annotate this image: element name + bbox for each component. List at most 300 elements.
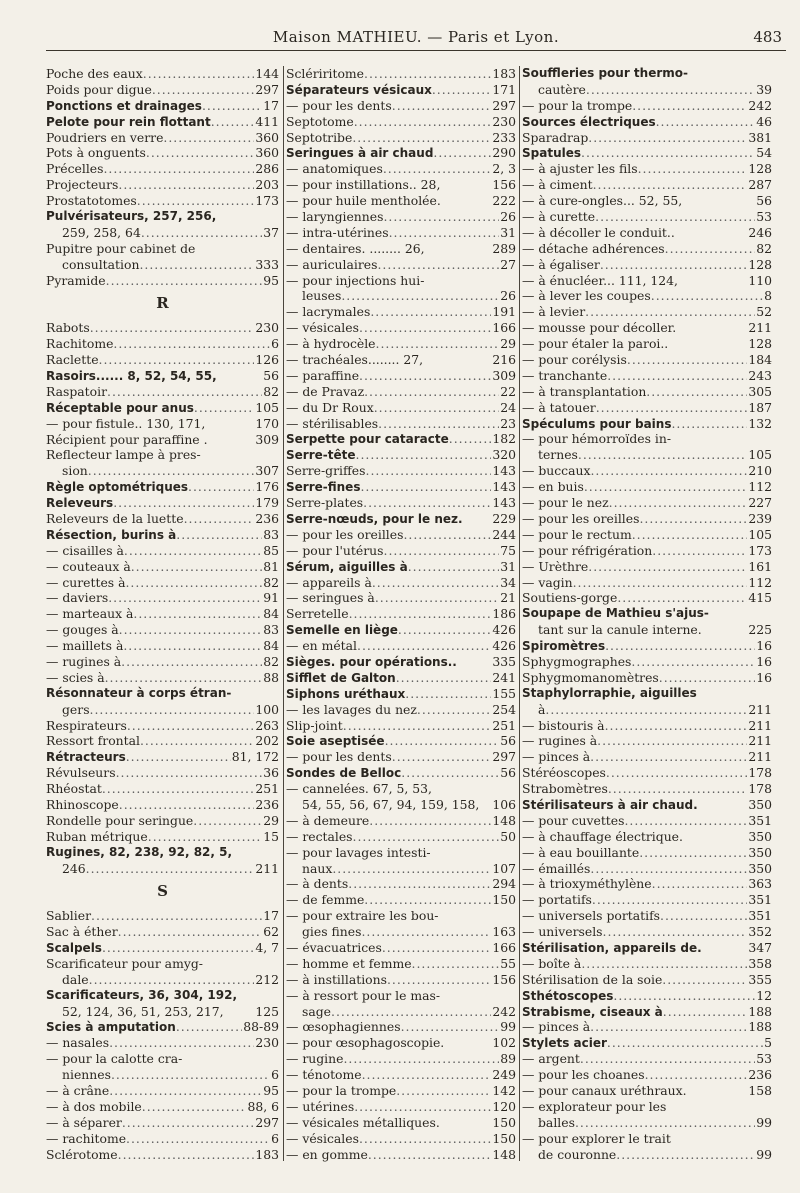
index-entry <box>522 463 772 479</box>
leader-dots <box>99 352 255 368</box>
entry-page-number: 415 <box>748 590 772 606</box>
index-entry <box>522 749 772 765</box>
leader-dots <box>616 1147 755 1163</box>
entry-page-number: 230 <box>255 320 279 336</box>
leader-dots <box>405 686 491 702</box>
entry-term: — Urèthre <box>522 558 589 574</box>
entry-term: — œsophagiennes <box>286 1019 401 1035</box>
entry-term: — intra-utérines <box>286 224 389 240</box>
leader-dots <box>113 495 254 511</box>
entry-page-number: 360 <box>255 145 279 161</box>
leader-dots <box>383 161 492 177</box>
index-entry <box>522 368 772 384</box>
entry-term: Respirateurs <box>46 717 127 733</box>
entry-term: — pour les dents <box>286 749 392 765</box>
entry-term: — à décoller le conduit.. <box>522 224 675 240</box>
index-entry <box>286 447 516 463</box>
leader-dots <box>126 749 231 765</box>
entry-term: Raspatoir <box>46 383 108 399</box>
entry-page-number: 6 <box>271 1130 279 1146</box>
entry-term: Stylets acier <box>522 1036 607 1051</box>
leader-dots <box>124 543 262 559</box>
leader-dots <box>412 956 500 972</box>
leader-dots <box>401 1019 500 1035</box>
index-entry <box>522 606 772 622</box>
entry-term: Siphons uréthaux <box>286 686 406 701</box>
leader-dots <box>392 749 492 765</box>
leader-dots <box>651 288 763 304</box>
entry-page-number: 307 <box>255 463 279 479</box>
index-entry <box>522 320 772 336</box>
entry-page-number: 83 <box>263 622 279 638</box>
index-entry <box>286 1131 516 1147</box>
entry-term: Serre-fines <box>286 480 361 495</box>
index-entry <box>46 400 279 416</box>
index-entry <box>46 1147 279 1163</box>
leader-dots <box>148 829 262 845</box>
leader-dots <box>375 590 499 606</box>
leader-dots <box>364 66 491 82</box>
leader-dots <box>359 368 491 384</box>
entry-term: — cannelées. 67, 5, 53, <box>286 781 432 797</box>
leader-dots <box>188 479 254 495</box>
entry-term: gers <box>62 701 90 717</box>
entry-term: — trachéales........ 27, <box>286 352 424 368</box>
entry-term: Semelle en liège <box>286 623 398 638</box>
entry-term: — à égaliser <box>522 256 600 272</box>
entry-page-number: 183 <box>255 1146 279 1162</box>
index-entry <box>46 1115 279 1131</box>
leader-dots <box>632 98 747 114</box>
entry-page-number: 99 <box>500 1019 516 1035</box>
entry-term: Raclette <box>46 352 99 368</box>
index-entry <box>286 733 516 749</box>
entry-page-number: 82 <box>263 653 279 669</box>
entry-page-number: 203 <box>255 177 279 193</box>
index-entry <box>522 829 772 845</box>
running-title: Maison MATHIEU. — Paris et Lyon. <box>272 28 560 46</box>
index-entry <box>522 956 772 972</box>
leader-dots <box>378 416 499 432</box>
index-entry <box>286 638 516 654</box>
index-entry <box>522 225 772 241</box>
entry-term: — pour les dents <box>286 97 392 113</box>
index-entry <box>522 876 772 892</box>
index-column-2 <box>286 66 516 1193</box>
entry-page-number: 178 <box>748 781 772 797</box>
leader-dots <box>146 145 254 161</box>
leader-dots <box>331 1004 491 1020</box>
entry-term: Sifflet de Galton <box>286 670 396 685</box>
entry-page-number: 287 <box>748 177 772 193</box>
leader-dots <box>349 606 492 622</box>
index-entry <box>522 352 772 368</box>
entry-page-number: 297 <box>492 97 516 113</box>
entry-term: — pour cuvettes <box>522 812 625 828</box>
entry-page-number: 187 <box>748 399 772 415</box>
entry-page-number: 182 <box>492 431 516 447</box>
entry-page-number: 82 <box>263 574 279 590</box>
index-entry <box>286 241 516 257</box>
index-entry <box>286 1115 516 1131</box>
leader-dots <box>202 98 262 114</box>
leader-dots <box>184 511 255 527</box>
leader-dots <box>660 908 747 924</box>
leader-dots <box>596 400 748 416</box>
leader-dots <box>585 304 755 320</box>
entry-page-number: 212 <box>255 971 279 987</box>
entry-page-number: 156 <box>492 971 516 987</box>
entry-term: — à instillations <box>286 971 387 987</box>
leader-dots <box>590 1019 747 1035</box>
index-entry <box>522 177 772 193</box>
entry-term: Serretelle <box>286 606 349 622</box>
entry-page-number: 84 <box>263 606 279 622</box>
leader-dots <box>638 161 748 177</box>
entry-term: — pour réfrigération <box>522 542 653 558</box>
leader-dots <box>119 797 255 813</box>
entry-page-number: 83 <box>263 526 279 542</box>
leader-dots <box>354 114 492 130</box>
leader-dots <box>364 892 491 908</box>
leader-dots <box>91 908 262 924</box>
leader-dots <box>652 876 748 892</box>
entry-term: Poids pour digue <box>46 81 152 97</box>
entry-page-number: 294 <box>492 876 516 892</box>
entry-term: Projecteurs <box>46 177 119 193</box>
entry-page-number: 53 <box>756 1051 772 1067</box>
entry-page-number: 95 <box>263 272 279 288</box>
entry-term: — à cure-ongles... 52, 55, <box>522 193 683 209</box>
entry-term: leuses <box>302 288 342 304</box>
entry-page-number: 358 <box>748 955 772 971</box>
index-entry <box>46 527 279 543</box>
entry-page-number: 251 <box>492 717 516 733</box>
index-entry <box>46 670 279 686</box>
entry-page-number: 227 <box>748 495 772 511</box>
index-entry <box>522 845 772 861</box>
entry-term: — vésicales <box>286 1130 359 1146</box>
entry-page-number: 88-89 <box>243 1019 279 1035</box>
entry-page-number: 352 <box>748 924 772 940</box>
entry-page-number: 309 <box>492 367 516 383</box>
leader-dots <box>140 733 254 749</box>
entry-term: niennes <box>62 1067 111 1083</box>
entry-term: Pupitre pour cabinet de <box>46 240 196 256</box>
index-entry <box>286 1019 516 1035</box>
entry-term: Sérum, aiguilles à <box>286 559 408 574</box>
index-entry <box>286 511 516 527</box>
entry-term: — vagin <box>522 574 573 590</box>
entry-page-number: 31 <box>500 224 516 240</box>
entry-term: — pour la trompe <box>522 97 633 113</box>
index-entry <box>286 336 516 352</box>
entry-page-number: 156 <box>492 177 516 193</box>
entry-term: — argent <box>522 1051 580 1067</box>
leader-dots <box>593 177 748 193</box>
entry-term: — pour extraire les bou- <box>286 908 439 924</box>
entry-page-number: 27 <box>500 256 516 272</box>
index-entry <box>46 209 279 225</box>
index-entry <box>46 924 279 940</box>
leader-dots <box>163 130 254 146</box>
entry-page-number: 24 <box>500 399 516 415</box>
entry-term: Scalpels <box>46 941 102 956</box>
index-entry <box>522 447 772 463</box>
entry-term: — gouges à <box>46 622 119 638</box>
entry-term: balles <box>538 1114 575 1130</box>
index-entry <box>46 718 279 734</box>
index-entry <box>286 606 516 622</box>
index-entry <box>522 988 772 1004</box>
entry-page-number: 17 <box>263 908 279 924</box>
leader-dots <box>627 352 747 368</box>
entry-term: 54, 55, 56, 67, 94, 159, 158, <box>302 796 480 812</box>
index-entry <box>286 1004 516 1020</box>
entry-page-number: 210 <box>748 463 772 479</box>
entry-page-number: 173 <box>748 542 772 558</box>
entry-page-number: 350 <box>748 828 772 844</box>
leader-dots <box>663 1004 748 1020</box>
leader-dots <box>348 876 491 892</box>
leader-dots <box>586 82 755 98</box>
leader-dots <box>417 702 491 718</box>
entry-term: Soutiens-gorge <box>522 590 618 606</box>
entry-term: — dentaires. ........ 26, <box>286 240 425 256</box>
leader-dots <box>600 257 747 273</box>
leader-dots <box>86 861 255 877</box>
leader-dots <box>90 702 255 718</box>
entry-page-number: 350 <box>748 796 772 812</box>
leader-dots <box>139 257 254 273</box>
entry-page-number: 161 <box>748 558 772 574</box>
leader-dots <box>581 956 747 972</box>
leader-dots <box>631 654 755 670</box>
entry-page-number: 5 <box>764 1035 772 1051</box>
index-entry <box>286 749 516 765</box>
index-entry <box>286 718 516 734</box>
leader-dots <box>176 1019 242 1035</box>
entry-page-number: 105 <box>748 447 772 463</box>
index-entry <box>46 1099 279 1115</box>
index-entry <box>46 908 279 924</box>
entry-term: — mousse pour décoller. <box>522 320 677 336</box>
leader-dots <box>119 622 263 638</box>
index-entry <box>286 1099 516 1115</box>
entry-term: Poudriers en verre <box>46 129 164 145</box>
leader-dots <box>90 320 255 336</box>
index-entry <box>522 66 772 82</box>
entry-page-number: 106 <box>492 796 516 812</box>
entry-term: — pour huile mentholée. <box>286 193 441 209</box>
entry-term: — vésicales <box>286 320 359 336</box>
index-column-1 <box>46 66 279 1193</box>
index-entry <box>522 1019 772 1035</box>
entry-term: — buccaux <box>522 463 591 479</box>
index-entry <box>522 924 772 940</box>
leader-dots <box>396 1083 491 1099</box>
page-header <box>46 26 786 51</box>
index-entry <box>46 320 279 336</box>
entry-term: — homme et femme <box>286 955 412 971</box>
leader-dots <box>624 813 747 829</box>
entry-page-number: 62 <box>263 924 279 940</box>
leader-dots <box>143 66 255 82</box>
entry-term: — pour hémorroïdes in- <box>522 431 672 447</box>
leader-dots <box>607 368 747 384</box>
index-entry <box>46 972 279 988</box>
leader-dots <box>137 193 255 209</box>
index-entry <box>46 1131 279 1147</box>
index-entry <box>286 479 516 495</box>
index-entry <box>286 209 516 225</box>
entry-term: — à ressort pour le mas- <box>286 987 441 1003</box>
index-entry <box>46 956 279 972</box>
entry-term: Releveurs de la luette <box>46 510 184 526</box>
entry-page-number: 186 <box>492 606 516 622</box>
entry-page-number: 39 <box>756 81 772 97</box>
entry-page-number: 243 <box>748 367 772 383</box>
index-entry <box>522 400 772 416</box>
index-entry <box>522 511 772 527</box>
index-entry <box>46 1083 279 1099</box>
leader-dots <box>194 400 254 416</box>
entry-term: — à tatouer <box>522 399 596 415</box>
index-entry <box>286 114 516 130</box>
entry-page-number: 426 <box>492 638 516 654</box>
index-entry <box>286 797 516 813</box>
entry-page-number: 216 <box>492 352 516 368</box>
index-entry <box>46 145 279 161</box>
index-entry <box>46 161 279 177</box>
entry-page-number: 16 <box>756 669 772 685</box>
index-entry <box>286 98 516 114</box>
leader-dots <box>353 829 500 845</box>
entry-term: — à crâne <box>46 1083 110 1099</box>
index-entry <box>46 66 279 82</box>
entry-term: Scies à amputation <box>46 1020 176 1035</box>
index-entry <box>286 416 516 432</box>
entry-term: — à eau bouillante <box>522 844 640 860</box>
entry-page-number: 4, 7 <box>255 940 279 956</box>
leader-dots <box>369 813 491 829</box>
index-entry <box>46 559 279 575</box>
entry-page-number: 211 <box>748 717 772 733</box>
entry-term: Réceptable pour anus <box>46 400 194 415</box>
entry-term: — à ciment <box>522 177 593 193</box>
entry-page-number: 126 <box>255 352 279 368</box>
entry-page-number: 150 <box>492 892 516 908</box>
index-entry <box>286 543 516 559</box>
entry-term: — rugines à <box>522 733 598 749</box>
entry-page-number: 21 <box>500 590 516 606</box>
entry-term: — nasales <box>46 1035 110 1051</box>
entry-term: — universels <box>522 924 603 940</box>
entry-term: — à hydrocèle <box>286 336 376 352</box>
entry-page-number: 229 <box>492 510 516 526</box>
leader-dots <box>605 718 748 734</box>
entry-term: — en métal <box>286 638 357 654</box>
index-entry <box>522 1099 772 1115</box>
entry-term: Rachitome <box>46 336 114 352</box>
entry-term: consultation <box>62 256 140 272</box>
entry-page-number: 351 <box>748 892 772 908</box>
index-entry <box>286 622 516 638</box>
entry-term: — rachitome <box>46 1130 127 1146</box>
entry-term: Ressort frontal <box>46 733 140 749</box>
entry-term: Septotome <box>286 113 354 129</box>
entry-page-number: 99 <box>756 1146 772 1162</box>
entry-page-number: 144 <box>255 66 279 81</box>
entry-term: — à trioxyméthylène <box>522 876 652 892</box>
index-entry <box>522 908 772 924</box>
entry-page-number: 351 <box>748 812 772 828</box>
leader-dots <box>364 384 499 400</box>
leader-dots <box>671 416 747 432</box>
index-entry <box>522 940 772 956</box>
entry-page-number: 16 <box>756 638 772 654</box>
entry-page-number: 46 <box>756 113 772 129</box>
entry-page-number: 82 <box>756 240 772 256</box>
entry-term: — marteaux à <box>46 606 134 622</box>
entry-term: Soupape de Mathieu s'ajus- <box>522 606 709 621</box>
index-entry <box>286 193 516 209</box>
index-entry <box>522 209 772 225</box>
entry-page-number: 112 <box>748 479 772 495</box>
index-entry <box>286 1051 516 1067</box>
index-entry <box>286 654 516 670</box>
entry-page-number: 347 <box>748 939 772 955</box>
index-entry <box>46 1035 279 1051</box>
entry-term: Septotribe <box>286 129 353 145</box>
entry-page-number: 286 <box>255 161 279 177</box>
entry-page-number: 15 <box>263 828 279 844</box>
leader-dots <box>408 559 499 575</box>
index-entry <box>522 861 772 877</box>
entry-term: Stéréoscopes <box>522 765 606 781</box>
index-entry <box>286 431 516 447</box>
entry-term: — de femme <box>286 892 365 908</box>
index-entry <box>46 511 279 527</box>
entry-page-number: 143 <box>492 479 516 495</box>
entry-page-number: 148 <box>492 1146 516 1162</box>
index-entry <box>522 1004 772 1020</box>
leader-dots <box>639 511 747 527</box>
leader-dots <box>603 924 748 940</box>
entry-page-number: 350 <box>748 860 772 876</box>
leader-dots <box>118 924 263 940</box>
entry-page-number: 85 <box>263 542 279 558</box>
entry-page-number: 150 <box>492 1130 516 1146</box>
index-entry <box>286 1035 516 1051</box>
leader-dots <box>377 257 499 273</box>
leader-dots <box>116 765 263 781</box>
leader-dots <box>387 972 491 988</box>
index-entry <box>286 82 516 98</box>
entry-page-number: 158 <box>748 1083 772 1098</box>
leader-dots <box>588 130 747 146</box>
entry-term: — détache adhérences <box>522 240 665 256</box>
index-entry <box>522 1067 772 1083</box>
entry-term: ternes <box>538 447 578 463</box>
index-entry <box>522 686 772 702</box>
entry-term: Stérilisation, appareils de. <box>522 940 702 955</box>
index-entry <box>522 304 772 320</box>
index-entry <box>522 1115 772 1131</box>
index-entry <box>46 368 279 384</box>
index-entry <box>286 908 516 924</box>
entry-term: Reflecteur lampe à pres- <box>46 447 201 463</box>
